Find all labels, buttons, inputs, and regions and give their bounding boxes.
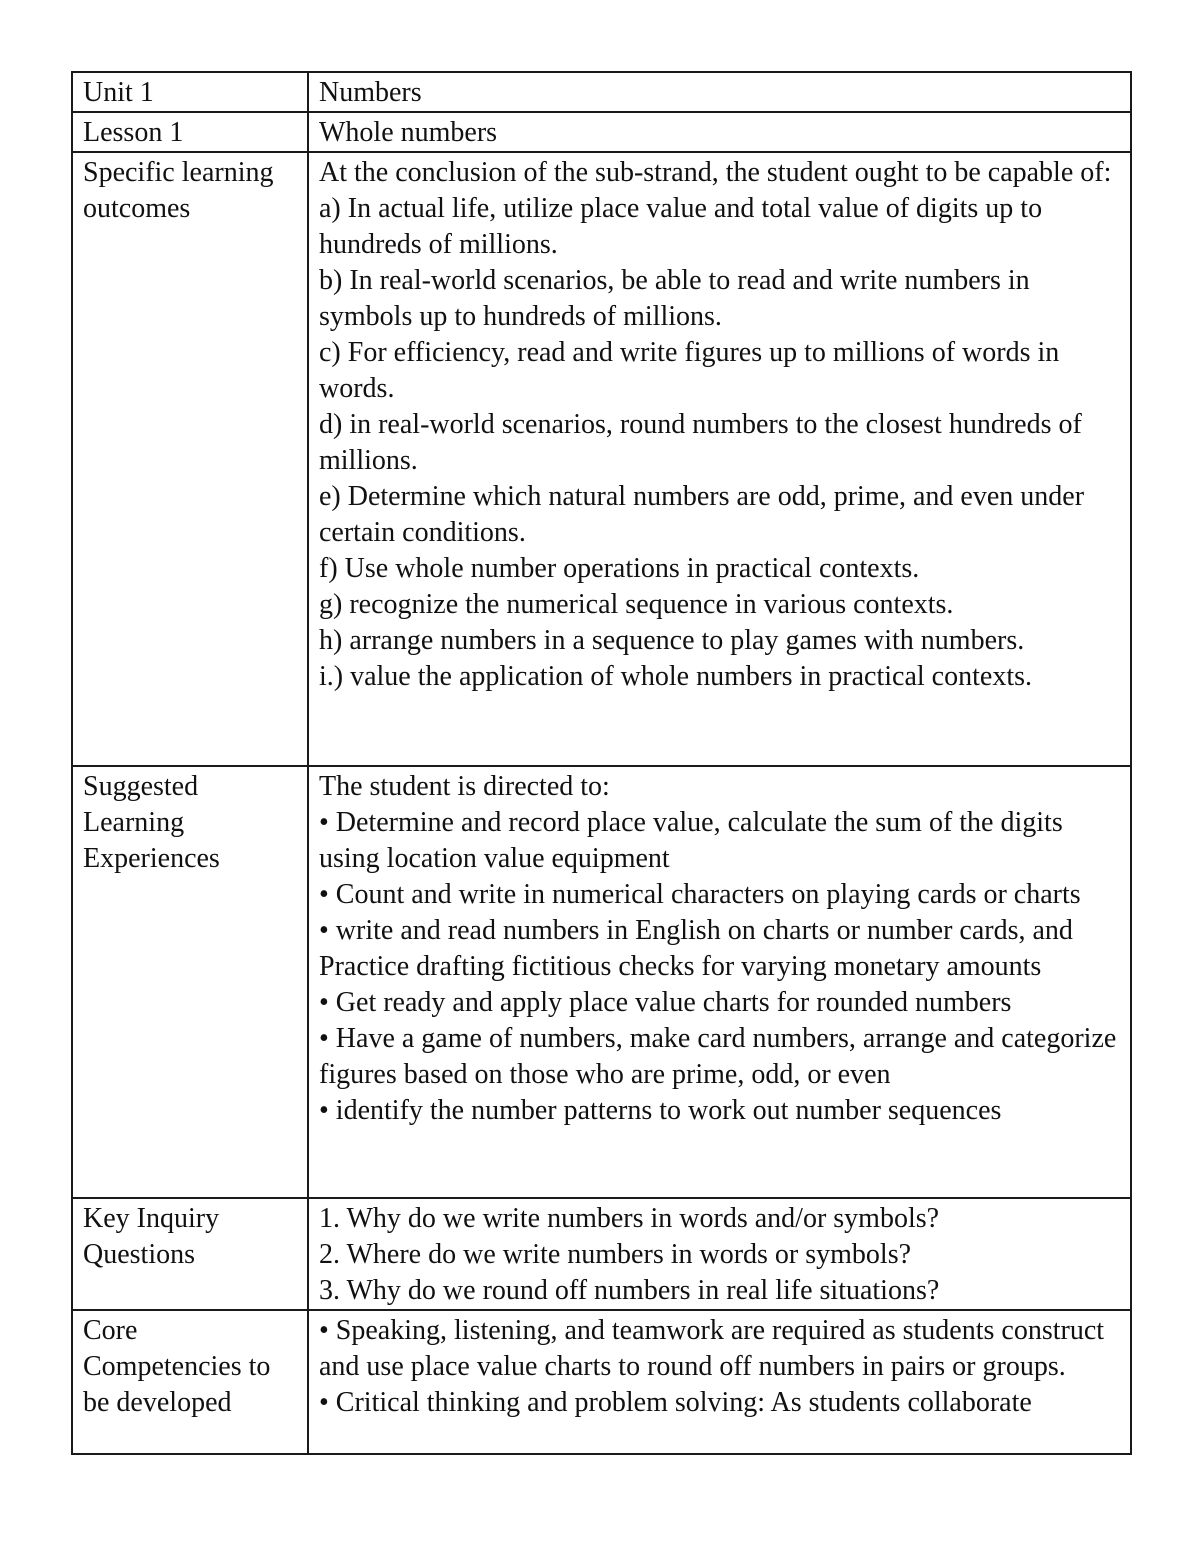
inquiry-question: 2. Where do we write numbers in words or symbols? bbox=[319, 1239, 912, 1270]
outcomes-label: Specific learning outcomes bbox=[83, 157, 274, 224]
outcome-line: f) Use whole number operations in practical contexts. bbox=[319, 553, 920, 584]
experiences-label-cell bbox=[72, 766, 308, 1198]
outcome-line: a) In actual life, utilize place value and total value of digits up to hundreds of millions. bbox=[319, 193, 1043, 260]
inquiry-question: 3. Why do we round off numbers in real life situations? bbox=[319, 1275, 940, 1306]
inquiry-row bbox=[72, 1198, 1131, 1310]
experiences-row bbox=[72, 766, 1131, 1198]
competencies-label: Core Competencies to be developed bbox=[83, 1315, 271, 1418]
outcome-line: g) recognize the numerical sequence in various contexts. bbox=[319, 589, 954, 620]
experiences-content-cell bbox=[308, 766, 1131, 1198]
experience-line: • identify the number patterns to work out number sequences bbox=[319, 1095, 1002, 1126]
experience-line: • Count and write in numerical characters on playing cards or charts bbox=[319, 879, 1081, 910]
inquiry-label: Key Inquiry Questions bbox=[83, 1203, 220, 1270]
outcomes-content-cell bbox=[308, 152, 1131, 766]
competency-line: • Critical thinking and problem solving: As students collaborate bbox=[319, 1387, 1032, 1418]
experience-line: • Have a game of numbers, make card numbers, arrange and categorize figures based on those who are prime, odd, or even bbox=[319, 1023, 1117, 1090]
unit-row bbox=[72, 72, 1131, 112]
experience-line: • Determine and record place value, calculate the sum of the digits using location value equipment bbox=[319, 807, 1063, 874]
competencies-label-cell bbox=[72, 1310, 308, 1454]
inquiry-content-cell bbox=[308, 1198, 1131, 1310]
competency-line: • Speaking, listening, and teamwork are required as students construct and use place value charts to round off numbers in pairs or groups. bbox=[319, 1315, 1105, 1382]
outcome-line: d) in real-world scenarios, round numbers to the closest hundreds of millions. bbox=[319, 409, 1082, 476]
outcome-line: At the conclusion of the sub-strand, the student ought to be capable of: bbox=[319, 157, 1112, 188]
outcome-line: b) In real-world scenarios, be able to read and write numbers in symbols up to hundreds of millions. bbox=[319, 265, 1030, 332]
lesson-label: Lesson 1 bbox=[72, 112, 308, 152]
unit-value: Numbers bbox=[308, 72, 1131, 112]
outcome-line: i.) value the application of whole numbers in practical contexts. bbox=[319, 661, 1032, 692]
inquiry-question: 1. Why do we write numbers in words and/or symbols? bbox=[319, 1203, 940, 1234]
experience-line: The student is directed to: bbox=[319, 771, 610, 802]
experiences-list bbox=[319, 769, 1122, 1129]
competencies-content-cell bbox=[308, 1310, 1131, 1454]
outcome-line: h) arrange numbers in a sequence to play games with numbers. bbox=[319, 625, 1025, 656]
outcomes-row bbox=[72, 152, 1131, 766]
outcome-line: c) For efficiency, read and write figures up to millions of words in words. bbox=[319, 337, 1060, 404]
inquiry-list bbox=[319, 1201, 1122, 1309]
experience-line: • write and read numbers in English on charts or number cards, and Practice drafting fictitious checks for varying monetary amounts bbox=[319, 915, 1073, 982]
outcome-line: e) Determine which natural numbers are odd, prime, and even under certain conditions. bbox=[319, 481, 1085, 548]
experience-line: • Get ready and apply place value charts for rounded numbers bbox=[319, 987, 1012, 1018]
lesson-value: Whole numbers bbox=[308, 112, 1131, 152]
curriculum-table bbox=[71, 71, 1132, 1455]
lesson-row bbox=[72, 112, 1131, 152]
unit-label: Unit 1 bbox=[72, 72, 308, 112]
inquiry-label-cell bbox=[72, 1198, 308, 1310]
competencies-row bbox=[72, 1310, 1131, 1454]
outcomes-label-cell bbox=[72, 152, 308, 766]
outcomes-list bbox=[319, 155, 1122, 695]
competencies-list bbox=[319, 1313, 1122, 1421]
experiences-label: Suggested Learning Experiences bbox=[83, 771, 220, 874]
